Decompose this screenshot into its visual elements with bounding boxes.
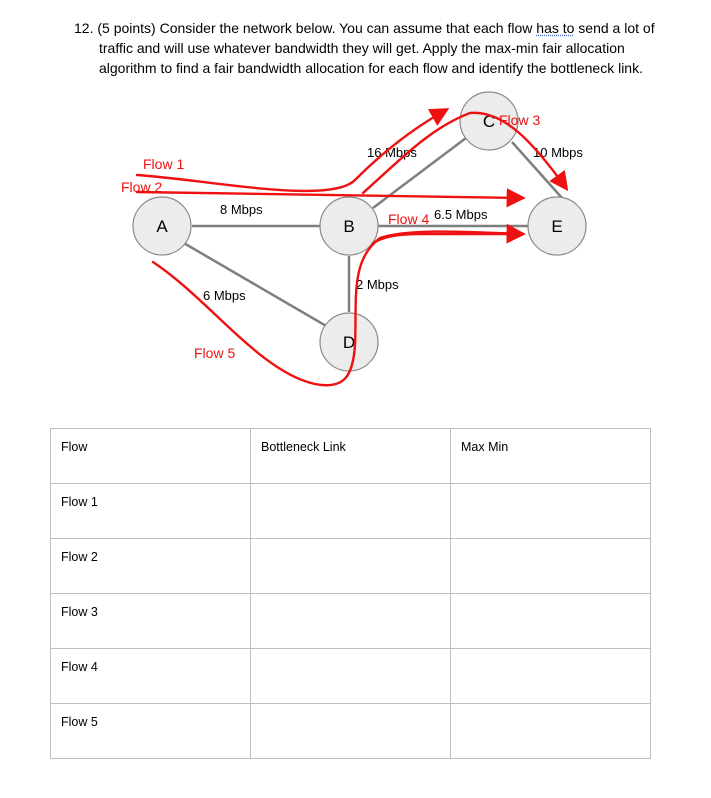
link-c-e-label: 10 Mbps: [533, 145, 583, 160]
header-bottleneck-link: Bottleneck Link: [251, 429, 451, 484]
row-maxmin-cell[interactable]: [451, 594, 651, 649]
row-bottleneck-cell[interactable]: [251, 539, 451, 594]
question-text: [74, 18, 684, 78]
flow-5-label: Flow 5: [194, 345, 236, 361]
row-flow-cell: Flow 2: [51, 539, 251, 594]
row-maxmin-cell[interactable]: [451, 484, 651, 539]
link-a-d: [182, 242, 328, 327]
flow-2-path: [137, 192, 522, 198]
flow-3-label: Flow 3: [499, 112, 541, 128]
flow-1-label: Flow 1: [143, 156, 185, 172]
link-a-b-label: 8 Mbps: [220, 202, 263, 217]
table-row: [51, 649, 651, 704]
link-a-d-label: 6 Mbps: [203, 288, 246, 303]
link-b-c-label: 16 Mbps: [367, 145, 417, 160]
row-bottleneck-cell[interactable]: [251, 649, 451, 704]
header-max-min: Max Min: [451, 429, 651, 484]
flow-2-label: Flow 2: [121, 179, 163, 195]
allocation-table: [50, 428, 651, 759]
header-flow: Flow: [51, 429, 251, 484]
node-c-label: C: [482, 112, 496, 131]
flow-4-label: Flow 4: [388, 211, 430, 227]
question-suffix: send a lot of traffic and will use whatever bandwidth they will get. Apply the max-min fair allocation algorithm to find a fair bandwidth allocation for each flow and identify the bottleneck link.: [99, 20, 655, 76]
node-d-label: D: [342, 333, 356, 352]
table-row: [51, 484, 651, 539]
link-b-d-label: 2 Mbps: [356, 277, 399, 292]
row-flow-cell: Flow 4: [51, 649, 251, 704]
row-maxmin-cell[interactable]: [451, 539, 651, 594]
network-diagram: [0, 85, 711, 395]
row-flow-cell: Flow 3: [51, 594, 251, 649]
table-row: [51, 594, 651, 649]
node-e-label: E: [551, 217, 563, 236]
table-row: [51, 704, 651, 759]
table-header-row: [51, 429, 651, 484]
row-maxmin-cell[interactable]: [451, 704, 651, 759]
link-b-e-label: 6.5 Mbps: [434, 207, 488, 222]
row-flow-cell: Flow 5: [51, 704, 251, 759]
row-bottleneck-cell[interactable]: [251, 594, 451, 649]
node-a-label: A: [156, 217, 168, 236]
node-b-label: B: [343, 217, 355, 236]
question-squiggly-phrase: has to: [536, 20, 575, 36]
row-bottleneck-cell[interactable]: [251, 704, 451, 759]
row-flow-cell: Flow 1: [51, 484, 251, 539]
row-maxmin-cell[interactable]: [451, 649, 651, 704]
row-bottleneck-cell[interactable]: [251, 484, 451, 539]
table-row: [51, 539, 651, 594]
question-prefix: 12. (5 points) Consider the network below. You can assume that each flow: [74, 20, 537, 36]
